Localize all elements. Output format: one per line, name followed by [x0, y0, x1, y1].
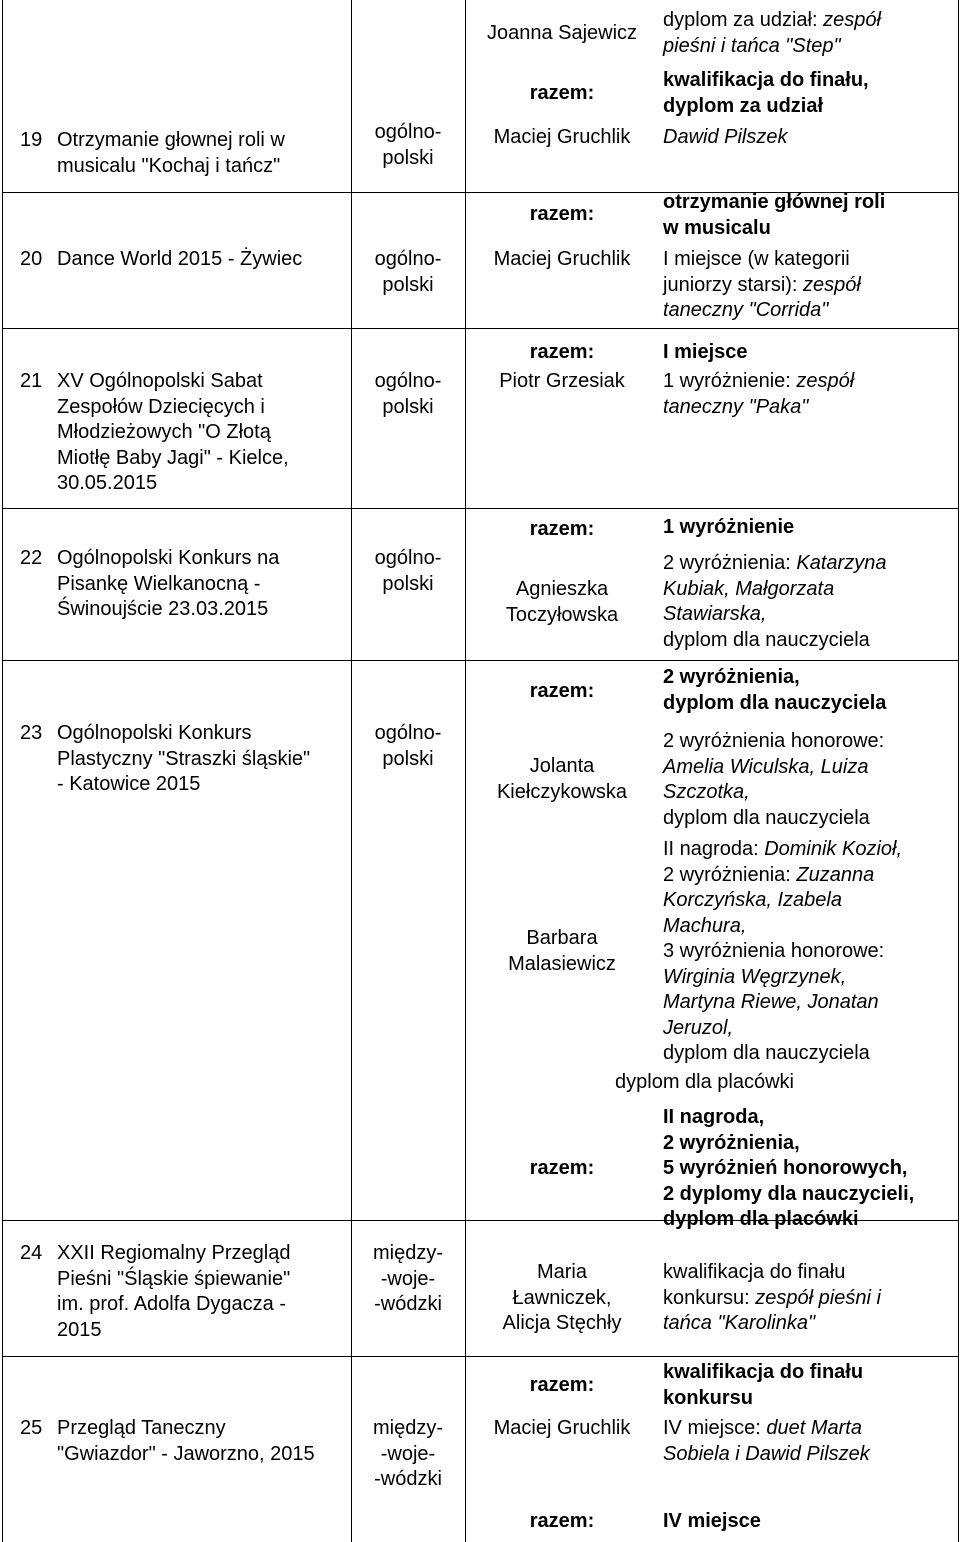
row-23-number: 23 [20, 722, 43, 744]
result-total: 2 wyróżnienia, dyplom dla nauczyciela [663, 666, 887, 714]
result-total: I miejsce [663, 341, 748, 363]
razem-label: razem: [529, 203, 595, 225]
teacher-name: Maciej Gruchlik [493, 1417, 631, 1439]
row-25-number: 25 [20, 1417, 43, 1439]
result-text: 2 wyróżnienia: Katarzyna Kubiak, Małgorzata Stawiarska, dyplom dla nauczyciela [663, 552, 887, 651]
row-20-number: 20 [20, 248, 43, 270]
row-21-number: 21 [20, 370, 43, 392]
result-text: II nagroda: Dominik Kozioł, 2 wyróżnienia: Zuzanna Korczyńska, Izabela Machura, 3 wyróżnienia honorowe: Wirginia Węgrzynek, Martyna Riewe, Jonatan Jeruzol, dyplom dla nauczyciela [663, 838, 903, 1064]
result-text: Dawid Pilszek [663, 126, 788, 148]
teacher-name: Maria Ławniczek, Alicja Stęchły [502, 1261, 622, 1334]
result-total: 1 wyróżnienie [663, 516, 795, 538]
razem-label: razem: [529, 680, 595, 702]
row-25-scope: między- -woje- -wódzki [372, 1417, 443, 1490]
table-border-right [958, 0, 959, 1542]
result-total: kwalifikacja do finału konkursu [663, 1361, 864, 1409]
result-text: 2 wyróżnienia honorowe: Amelia Wiculska, Luiza Szczotka, dyplom dla nauczyciela [663, 730, 885, 829]
teacher-name: Maciej Gruchlik [493, 126, 631, 148]
razem-label: razem: [529, 518, 595, 540]
row-separator [2, 660, 959, 661]
result-text: I miejsce (w kategorii juniorzy starsi): zespół taneczny "Corrida" [663, 248, 861, 321]
result-total: II nagroda, 2 wyróżnienia, 5 wyróżnień honorowych, 2 dyplomy dla nauczycieli, dyplom dla placówki [663, 1106, 915, 1230]
row-22-scope: ogólno- polski [374, 547, 442, 595]
razem-label: razem: [529, 82, 595, 104]
row-21-name: XV Ogólnopolski Sabat Zespołów Dziecięcych i Młodzieżowych "O Złotą Miotłę Baby Jagi" - Kielce, 30.05.2015 [57, 370, 289, 494]
row-25-name: Przegląd Taneczny "Gwiazdor" - Jaworzno, 2015 [57, 1417, 315, 1465]
result-total: IV miejsce [663, 1510, 761, 1532]
row-19-number: 19 [20, 129, 43, 151]
teacher-name: Joanna Sajewicz [486, 22, 638, 44]
teacher-name: Piotr Grzesiak [499, 370, 625, 392]
row-22-name: Ogólnopolski Konkurs na Pisankę Wielkanocną - Świnoujście 23.03.2015 [57, 547, 280, 620]
razem-label: razem: [529, 1510, 595, 1532]
row-24-name: XXII Regiomalny Przegląd Pieśni "Śląskie śpiewanie" im. prof. Adolfa Dygacza - 2015 [57, 1242, 291, 1341]
result-text: dyplom dla placówki [615, 1071, 794, 1093]
result-total: otrzymanie głównej roli w musicalu [663, 191, 886, 239]
row-24-scope: między- -woje- -wódzki [372, 1242, 443, 1315]
result-total: kwalifikacja do finału, dyplom za udział [663, 69, 869, 117]
teacher-name: Agnieszka Toczyłowska [505, 578, 619, 626]
row-20-scope: ogólno- polski [374, 248, 442, 296]
row-24-number: 24 [20, 1242, 43, 1264]
row-23-scope: ogólno- polski [374, 722, 442, 770]
teacher-name: Barbara Malasiewicz [508, 927, 616, 975]
razem-label: razem: [529, 341, 595, 363]
teacher-name: Maciej Gruchlik [493, 248, 631, 270]
razem-label: razem: [529, 1157, 595, 1179]
row-separator [2, 328, 959, 329]
result-text: 1 wyróżnienie: zespół taneczny "Paka" [663, 370, 855, 418]
teacher-name: Jolanta Kiełczykowska [496, 755, 628, 803]
row-19-scope: ogólno- polski [374, 121, 442, 169]
row-23-name: Ogólnopolski Konkurs Plastyczny "Straszki śląskie" - Katowice 2015 [57, 722, 311, 795]
row-separator [2, 508, 959, 509]
razem-label: razem: [529, 1374, 595, 1396]
row-22-number: 22 [20, 547, 43, 569]
result-text: IV miejsce: duet Marta Sobiela i Dawid Pilszek [663, 1417, 870, 1465]
result-text: dyplom za udział: zespół pieśni i tańca "Step" [663, 9, 881, 57]
table-border-left [2, 0, 3, 1542]
row-20-name: Dance World 2015 - Żywiec [57, 248, 303, 270]
row-separator [2, 1356, 959, 1357]
row-21-scope: ogólno- polski [374, 370, 442, 418]
row-19-name: Otrzymanie głownej roli w musicalu "Kochaj i tańcz" [57, 129, 285, 177]
result-text: kwalifikacja do finału konkursu: zespół pieśni i tańca "Karolinka" [663, 1261, 881, 1334]
